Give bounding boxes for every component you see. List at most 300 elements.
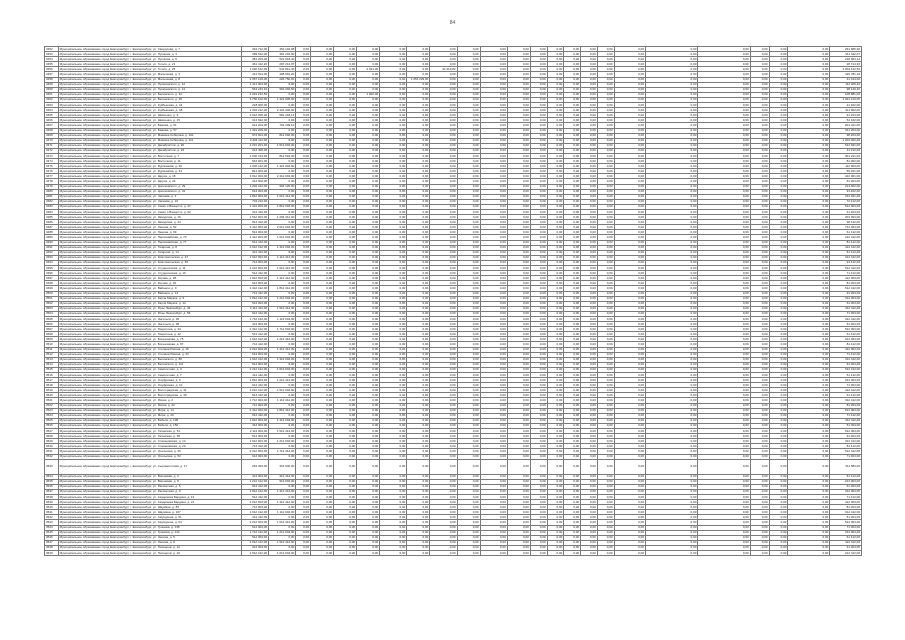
row-value: 0,00	[769, 255, 788, 260]
row-value: 0,00	[507, 260, 530, 265]
row-address-prefix: Муниципальное образование город Екатеринбург, г. Екатеринбург, ул.	[59, 158, 157, 163]
row-value: 0,00	[480, 255, 507, 260]
row-value: 0,00	[357, 260, 380, 265]
row-value: 0,00	[334, 494, 357, 499]
row-value: 0,00	[480, 128, 507, 133]
row-value: 0,00	[581, 311, 598, 316]
row-value: 0,00	[380, 52, 407, 57]
row-value: 0,00	[750, 347, 769, 352]
row-value: 0,00	[530, 337, 547, 342]
row-value: 1 211 004,00	[241, 82, 268, 87]
row-value: 0,00	[769, 551, 788, 556]
row-value: 0,00	[457, 82, 480, 87]
row-value: 1 612 004,00	[241, 439, 268, 444]
row-value: 2 012 004,00	[241, 347, 268, 352]
row-value: 0,00	[507, 525, 530, 530]
row-value: 0,00	[597, 189, 614, 194]
row-value: 0,00	[380, 164, 407, 169]
row-value: 41 212,00	[830, 148, 862, 153]
row-value: 0,00	[269, 515, 296, 520]
row-value: 0,00	[507, 500, 530, 505]
row-address-street: Большакова, д. 97	[157, 341, 184, 346]
row-value: 0,00	[597, 439, 614, 444]
row-value: 0,00	[788, 494, 830, 499]
row-value: 0,00	[357, 87, 380, 92]
row-value: 0,00	[547, 545, 564, 550]
row-value: 0,00	[646, 225, 698, 230]
row-value: 0,00	[597, 103, 614, 108]
row-value: 0,00	[788, 311, 830, 316]
row-value: 0,00	[597, 378, 614, 383]
row-value: 0,00	[788, 286, 830, 291]
row-value: 0,00	[430, 62, 457, 67]
row-value: 0,00	[547, 266, 564, 271]
row-number: 3519	[45, 388, 59, 393]
row-value: 0,00	[581, 367, 598, 372]
row-value: 0,00	[769, 311, 788, 316]
row-value: 0,00	[698, 159, 750, 164]
row-value: 0,00	[614, 169, 645, 174]
row-value: 0,00	[564, 479, 581, 484]
row-value: 0,00	[311, 352, 334, 357]
row-value: 0,00	[788, 388, 830, 393]
row-value: 0,00	[296, 398, 311, 403]
row-value: 0,00	[547, 189, 564, 194]
row-value: 0,00	[788, 367, 830, 372]
row-value: 0,00	[547, 128, 564, 133]
row-address-prefix: Муниципальное образование город Екатеринбург, г. Екатеринбург, ул.	[59, 362, 157, 367]
row-value: 0,00	[311, 215, 334, 220]
row-value: 0,00	[334, 271, 357, 276]
row-value: 0,00	[564, 505, 581, 510]
row-value: 0,00	[530, 474, 547, 479]
row-value: 0,00	[357, 113, 380, 118]
row-value: 0,00	[457, 250, 480, 255]
row-value: 0,00	[597, 250, 614, 255]
row-value: 0,00	[407, 322, 430, 327]
row-value: 0,00	[750, 87, 769, 92]
row-value: 0,00	[750, 484, 769, 489]
row-value: 0,00	[334, 87, 357, 92]
row-value: 0,00	[269, 301, 296, 306]
row-value: 0,00	[530, 133, 547, 138]
row-value: 0,00	[480, 316, 507, 321]
row-value: 0,00	[480, 342, 507, 347]
row-value: 2 112 004,00	[241, 429, 268, 434]
row-address-prefix: Муниципальное образование город Екатеринбург, г. Екатеринбург, ул.	[59, 377, 157, 382]
row-value: 0,00	[380, 194, 407, 199]
row-value: 0,00	[581, 159, 598, 164]
row-address-street: Самолетная, д. 3	[157, 367, 182, 372]
row-value: 0,00	[769, 439, 788, 444]
row-address-street: Белинского, д. 36	[157, 97, 182, 102]
row-value: 71 004,00	[830, 311, 862, 316]
row-value: 81 412,00	[830, 342, 862, 347]
row-value: 0,00	[581, 489, 598, 494]
row-value: 0,00	[597, 362, 614, 367]
row-value: 0,00	[269, 169, 296, 174]
row-value: 0,00	[750, 342, 769, 347]
row-value: 0,00	[507, 418, 530, 423]
row-value: 0,00	[788, 393, 830, 398]
row-value: 412 004,00	[830, 347, 862, 352]
row-value: 0,00	[430, 138, 457, 143]
row-value: 0,00	[597, 393, 614, 398]
row-address-prefix: Муниципальное образование город Екатеринбург, г. Екатеринбург, ул.	[59, 285, 157, 290]
row-value: 0,00	[597, 545, 614, 550]
row-value: 0,00	[334, 179, 357, 184]
row-address-street: Розы Люксембург, д. 56	[157, 311, 191, 316]
row-value: 0,00	[769, 525, 788, 530]
row-value: 0,00	[507, 97, 530, 102]
row-value: 0,00	[530, 449, 547, 454]
row-value: 0,00	[646, 92, 698, 97]
row-value: 0,00	[614, 266, 645, 271]
row-value: 0,00	[564, 357, 581, 362]
row-value: 0,00	[698, 225, 750, 230]
row-value: 0,00	[769, 535, 788, 540]
row-number: 3475	[45, 164, 59, 169]
row-value: 0,00	[750, 398, 769, 403]
row-value: 0,00	[457, 215, 480, 220]
row-value: 0,00	[698, 123, 750, 128]
row-value: 0,00	[547, 484, 564, 489]
row-value: 0,00	[581, 352, 598, 357]
row-value: 0,00	[507, 230, 530, 235]
row-value: 0,00	[269, 230, 296, 235]
table-row	[45, 551, 862, 556]
row-value: 0,00	[407, 52, 430, 57]
row-value: 0,00	[334, 530, 357, 535]
row-value: 0,00	[698, 260, 750, 265]
row-value: 0,00	[507, 403, 530, 408]
row-value: 0,00	[380, 423, 407, 428]
row-value: 0,00	[597, 459, 614, 474]
row-value: 0,00	[614, 352, 645, 357]
row-address-street: Волгоградская, д. 39	[157, 392, 187, 397]
row-value: 0,00	[269, 342, 296, 347]
row-value: 0,00	[480, 174, 507, 179]
row-value: 0,00	[769, 240, 788, 245]
row-value: 0,00	[614, 423, 645, 428]
row-value: 0,00	[380, 332, 407, 337]
row-value: 0,00	[457, 179, 480, 184]
row-value: 0,00	[311, 301, 334, 306]
row-value: 0,00	[380, 378, 407, 383]
row-value: 0,00	[430, 530, 457, 535]
row-value: 0,00	[564, 352, 581, 357]
row-address-prefix: Муниципальное образование город Екатеринбург, г. Екатеринбург, ул.	[59, 117, 157, 122]
row-value: 0,00	[457, 245, 480, 250]
row-value: 0,00	[788, 204, 830, 209]
row-value: 612 204,00	[241, 123, 268, 128]
row-value: 0,00	[357, 240, 380, 245]
row-number: 3513	[45, 357, 59, 362]
row-value: 0,00	[269, 271, 296, 276]
row-number: 3495	[45, 266, 59, 271]
row-value: 0,00	[407, 143, 430, 148]
row-number: 3548	[45, 545, 59, 550]
row-value: 0,00	[507, 362, 530, 367]
row-address-street: Заводская, д. 44	[157, 219, 181, 224]
row-address-prefix: Муниципальное образование город Екатеринбург, г. Екатеринбург, ул.	[59, 550, 157, 555]
row-value: 0,00	[457, 459, 480, 474]
row-value: 1 812 004,00	[241, 194, 268, 199]
row-value: 412 412,00	[830, 388, 862, 393]
row-value: 0,00	[507, 474, 530, 479]
row-value: 0,00	[296, 169, 311, 174]
row-value: 0,00	[380, 413, 407, 418]
row-value: 0,00	[430, 342, 457, 347]
row-value: 512 004,00	[830, 520, 862, 525]
row-value: 0,00	[334, 103, 357, 108]
row-value: 412 412,00	[830, 245, 862, 250]
row-value: 0,00	[457, 255, 480, 260]
row-value: 0,00	[581, 143, 598, 148]
row-number: 3478	[45, 179, 59, 184]
row-value: 0,00	[614, 449, 645, 454]
row-value: 0,00	[547, 474, 564, 479]
row-value: 0,00	[698, 276, 750, 281]
row-value: 0,00	[597, 403, 614, 408]
row-value: 0,00	[614, 444, 645, 449]
row-address-prefix: Муниципальное образование город Екатеринбург, г. Екатеринбург, ул.	[59, 316, 157, 321]
row-value: 0,00	[788, 153, 830, 158]
row-value: 0,00	[430, 525, 457, 530]
row-value: 0,00	[750, 72, 769, 77]
row-address-street: Амундсена, д. 51	[157, 514, 182, 519]
row-value: 61 412,00	[830, 332, 862, 337]
row-value: 0,00	[407, 373, 430, 378]
row-value: 0,00	[750, 388, 769, 393]
row-value: 1 712 004,00	[241, 398, 268, 403]
row-address-prefix: Муниципальное образование город Екатеринбург, г. Екатеринбург, ул.	[59, 398, 157, 403]
row-value: 0,00	[480, 62, 507, 67]
row-value: 0,00	[597, 245, 614, 250]
row-value: 391 712,00	[241, 47, 268, 52]
row-value: 712 004,00	[241, 403, 268, 408]
row-value: 0,00	[788, 133, 830, 138]
row-value: 0,00	[564, 138, 581, 143]
row-value: 0,00	[750, 530, 769, 535]
row-value: 0,00	[507, 52, 530, 57]
row-value: 98 140,40	[830, 87, 862, 92]
row-value: 0,00	[646, 301, 698, 306]
row-value: 0,00	[334, 164, 357, 169]
row-value: 0,00	[380, 525, 407, 530]
row-address-street: Декабристов, д. 23	[157, 148, 185, 153]
row-value: 0,00	[430, 535, 457, 540]
row-value: 71 412,00	[830, 352, 862, 357]
row-value: 0,00	[581, 286, 598, 291]
row-value: 0,00	[407, 423, 430, 428]
row-value: 0,00	[788, 220, 830, 225]
row-value: 311 583,00	[830, 459, 862, 474]
row-value: 0,00	[407, 311, 430, 316]
row-value: 0,00	[480, 153, 507, 158]
row-value: 0,00	[380, 87, 407, 92]
row-value: 0,00	[530, 367, 547, 372]
row-value: 0,00	[769, 449, 788, 454]
row-value: 0,00	[357, 403, 380, 408]
row-value: 0,00	[614, 332, 645, 337]
row-value: 0,00	[564, 434, 581, 439]
row-address-prefix: Муниципальное образование город Екатеринбург, г. Екатеринбург, ул.	[59, 438, 157, 443]
row-value: 0,00	[698, 220, 750, 225]
row-value: 0,00	[407, 342, 430, 347]
row-value: 0,00	[698, 52, 750, 57]
row-value: 0,00	[380, 494, 407, 499]
row-address-street: Таганская, д. 55	[157, 433, 181, 438]
row-value: 0,00	[269, 291, 296, 296]
row-value: 0,00	[507, 225, 530, 230]
row-address-prefix: Муниципальное образование город Екатеринбург, г. Екатеринбург, ул.	[59, 454, 157, 459]
row-value: 0,00	[407, 479, 430, 484]
row-value: 0,00	[269, 535, 296, 540]
row-number: 3503	[45, 306, 59, 311]
row-value: 0,00	[698, 87, 750, 92]
row-address-prefix: Муниципальное образование город Екатеринбург, г. Екатеринбург, ул.	[59, 464, 157, 469]
row-value: 0,00	[530, 276, 547, 281]
row-value: 0,00	[581, 434, 598, 439]
row-value: 0,00	[507, 357, 530, 362]
row-value: 0,00	[769, 316, 788, 321]
row-value: 512 004,00	[830, 204, 862, 209]
row-value: 0,00	[769, 245, 788, 250]
row-value: 0,00	[698, 362, 750, 367]
row-value: 0,00	[750, 525, 769, 530]
row-value: 0,00	[380, 82, 407, 87]
row-value: 0,00	[581, 449, 598, 454]
row-value: 0,00	[430, 479, 457, 484]
row-number: 3496	[45, 271, 59, 276]
row-address-prefix: Муниципальное образование город Екатеринбург, г. Екатеринбург, ул.	[59, 107, 157, 112]
row-value: 0,00	[750, 47, 769, 52]
row-number: 3514	[45, 362, 59, 367]
row-value: 0,00	[530, 408, 547, 413]
row-value: 0,00	[380, 540, 407, 545]
row-value: 512 004,00	[241, 362, 268, 367]
row-value: 0,00	[296, 266, 311, 271]
row-address-street: Малышева, д. 4	[157, 72, 180, 77]
row-value: 0,00	[769, 92, 788, 97]
row-value: 0,00	[750, 373, 769, 378]
row-value: 0,00	[698, 327, 750, 332]
row-value: 0,00	[750, 362, 769, 367]
row-address-street: Свердлова, д. 7	[157, 46, 180, 51]
row-value: 0,00	[581, 199, 598, 204]
row-value: 0,00	[547, 240, 564, 245]
row-value: 0,00	[698, 316, 750, 321]
row-value: 0,00	[507, 347, 530, 352]
row-value: 0,00	[430, 281, 457, 286]
row-value: 0,00	[646, 72, 698, 77]
row-value: 0,00	[380, 133, 407, 138]
row-value: 0,00	[334, 57, 357, 62]
row-value: 0,00	[334, 545, 357, 550]
row-value: 0,00	[507, 378, 530, 383]
row-value: 0,00	[507, 108, 530, 113]
row-value: 0,00	[380, 72, 407, 77]
row-value: 0,00	[646, 128, 698, 133]
row-value: 0,00	[750, 337, 769, 342]
row-value: 0,00	[581, 87, 598, 92]
row-value: 0,00	[547, 291, 564, 296]
row-address-prefix: Муниципальное образование город Екатеринбург, г. Екатеринбург, ул.	[59, 51, 157, 56]
row-value: 0,00	[457, 266, 480, 271]
row-value: 0,00	[334, 474, 357, 479]
row-value: 0,00	[547, 87, 564, 92]
row-address-prefix: Муниципальное образование город Екатеринбург, г. Екатеринбург, ул.	[59, 509, 157, 514]
row-value: 0,00	[614, 439, 645, 444]
row-value: 0,00	[357, 133, 380, 138]
row-value: 0,00	[334, 444, 357, 449]
row-value: 0,00	[597, 500, 614, 505]
row-value: 0,00	[564, 189, 581, 194]
row-value: 0,00	[357, 429, 380, 434]
row-value: 0,00	[564, 194, 581, 199]
row-value: 0,00	[646, 418, 698, 423]
row-value: 0,00	[334, 143, 357, 148]
row-value: 212 412,00	[830, 235, 862, 240]
row-value: 0,00	[646, 383, 698, 388]
row-number: 3541	[45, 510, 59, 515]
row-value: 0,00	[698, 179, 750, 184]
row-value: 0,00	[564, 383, 581, 388]
row-value: 0,00	[788, 77, 830, 82]
row-value: 0,00	[581, 327, 598, 332]
row-value: 0,00	[507, 505, 530, 510]
row-value: 0,00	[597, 194, 614, 199]
row-value: 71 004,00	[830, 454, 862, 459]
row-number: 3512	[45, 352, 59, 357]
row-value: 0,00	[646, 520, 698, 525]
row-value: 0,00	[597, 77, 614, 82]
row-value: 0,00	[547, 72, 564, 77]
row-value: 0,00	[698, 296, 750, 301]
row-value: 0,00	[380, 454, 407, 459]
row-value: 0,00	[296, 352, 311, 357]
row-value: 0,00	[334, 77, 357, 82]
row-value: 0,00	[334, 301, 357, 306]
row-value: 0,00	[357, 97, 380, 102]
row-value: 0,00	[507, 153, 530, 158]
row-address-prefix: Муниципальное образование город Екатеринбург, г. Екатеринбург, ул.	[59, 367, 157, 372]
row-value: 0,00	[407, 540, 430, 545]
row-value: 0,00	[547, 352, 564, 357]
row-value: 0,00	[296, 545, 311, 550]
row-value: 0,00	[357, 332, 380, 337]
row-value: 0,00	[457, 316, 480, 321]
row-value: 0,00	[334, 454, 357, 459]
row-value: 0,00	[296, 418, 311, 423]
row-value: 81 002,00	[830, 159, 862, 164]
row-value: 0,00	[311, 373, 334, 378]
row-value: 0,00	[407, 103, 430, 108]
row-value: 0,00	[430, 378, 457, 383]
row-address	[58, 551, 241, 556]
row-value: 0,00	[380, 530, 407, 535]
row-value: 0,00	[334, 449, 357, 454]
row-value: 0,00	[380, 449, 407, 454]
row-value: 1 512 412,00	[241, 551, 268, 556]
row-number: 3466	[45, 118, 59, 123]
row-value: 0,00	[457, 489, 480, 494]
row-value: 51 412,00	[830, 250, 862, 255]
row-value: 0,00	[564, 373, 581, 378]
row-value: 0,00	[269, 494, 296, 499]
row-value: 0,00	[430, 551, 457, 556]
